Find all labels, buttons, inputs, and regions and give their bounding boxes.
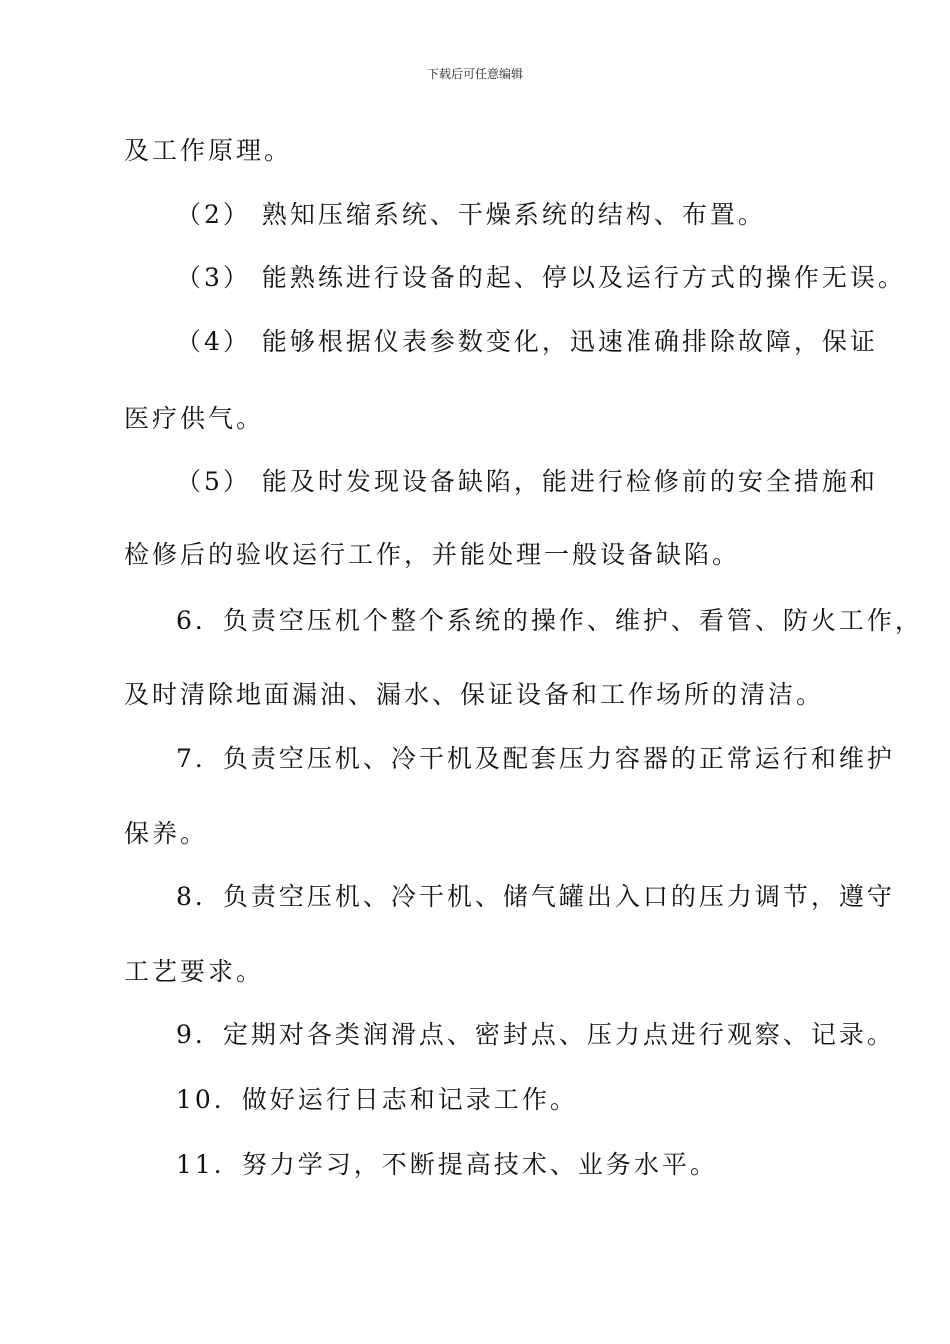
text-line-11: 保养。 <box>124 819 209 848</box>
text-line-14: 9．定期对各类润滑点、密封点、压力点进行观察、记录。 <box>176 1020 895 1049</box>
text-line-10: 7．负责空压机、冷干机及配套压力容器的正常运行和维护 <box>176 744 895 773</box>
text-line-6: （5） 能及时发现设备缺陷，能进行检修前的安全措施和 <box>176 467 878 496</box>
text-line-12: 8．负责空压机、冷干机、储气罐出入口的压力调节，遵守 <box>176 882 895 911</box>
text-line-8: 6．负责空压机个整个系统的操作、维护、看管、防火工作， <box>176 606 923 635</box>
page-header: 下载后可任意编辑 <box>426 67 523 81</box>
text-line-5: 医疗供气。 <box>124 404 265 433</box>
text-line-16: 11．努力学习，不断提高技术、业务水平。 <box>176 1150 718 1179</box>
text-line-15: 10．做好运行日志和记录工作。 <box>176 1085 578 1114</box>
text-line-1: 及工作原理。 <box>124 136 293 165</box>
text-line-13: 工艺要求。 <box>124 957 265 986</box>
text-line-3: （3） 能熟练进行设备的起、停以及运行方式的操作无误。 <box>176 263 906 292</box>
text-line-4: （4） 能够根据仪表参数变化，迅速准确排除故障，保证 <box>176 327 878 356</box>
text-line-9: 及时清除地面漏油、漏水、保证设备和工作场所的清洁。 <box>124 680 825 709</box>
text-line-7: 检修后的验收运行工作，并能处理一般设备缺陷。 <box>124 540 741 569</box>
text-line-2: （2） 熟知压缩系统、干燥系统的结构、布置。 <box>176 200 766 229</box>
